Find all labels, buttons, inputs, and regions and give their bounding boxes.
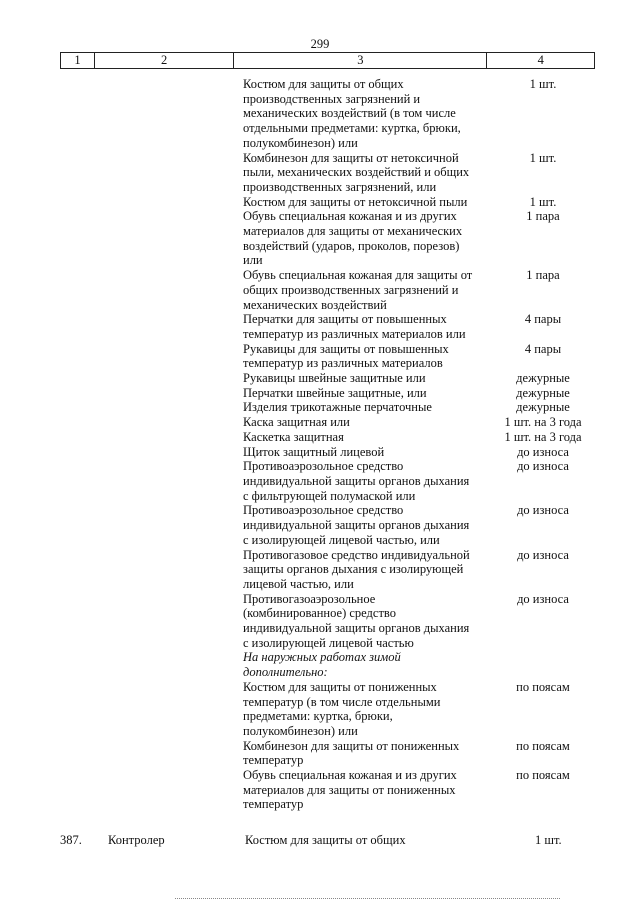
equipment-norm: дежурные	[516, 371, 570, 386]
equipment-norm: дежурные	[516, 400, 570, 415]
row-number: 387.	[60, 833, 82, 847]
table-row	[0, 386, 640, 401]
header-col-4: 4	[486, 53, 595, 68]
table-row	[0, 768, 640, 812]
equipment-norm: 1 пара	[526, 209, 560, 224]
equipment-norm: до износа	[517, 547, 569, 562]
equipment-item: Каска защитная или	[243, 415, 350, 430]
table-row	[0, 415, 640, 430]
equipment-item: Обувь специальная кожаная и из других материалов для защиты от механических воздействий (ударов, проколов, порезов) или	[243, 209, 463, 268]
equipment-norm: 1 пара	[526, 268, 560, 283]
equipment-norm: 4 пары	[524, 312, 562, 327]
equipment-item: Каскетка защитная	[243, 429, 344, 444]
equipment-norm: 1 шт.	[529, 150, 557, 165]
equipment-norm: по поясам	[516, 738, 570, 753]
header-col-3: 3	[233, 53, 486, 68]
equipment-item: Обувь специальная кожаная для защиты от общих производственных загрязнений и механических воздействий	[243, 268, 473, 312]
equipment-norm: дежурные	[516, 385, 570, 400]
table-row	[0, 430, 640, 445]
table-row	[0, 342, 640, 371]
equipment-item: Комбинезон для защиты от нетоксичной пыли, механических воздействий и общих производственных загрязнений, или	[243, 150, 470, 194]
table-row	[0, 268, 640, 312]
equipment-norm: до износа	[517, 503, 569, 518]
page-number: 299	[310, 37, 330, 51]
table-row	[0, 503, 640, 547]
equipment-norm: 1 шт. на 3 года	[504, 415, 582, 430]
equipment-norm: 4 пары	[524, 341, 562, 356]
equipment-item: Рукавицы для защиты от повышенных температур из различных материалов	[243, 341, 449, 371]
equipment-item: Перчатки швейные защитные, или	[243, 385, 427, 400]
table-row	[0, 371, 640, 386]
footer-divider	[175, 898, 560, 899]
equipment-item: Изделия трикотажные перчаточные	[243, 400, 432, 415]
table-row	[0, 151, 640, 195]
header-col-1: 1	[60, 53, 94, 68]
profession-name: Контролер	[108, 833, 165, 847]
equipment-norm: до износа	[517, 591, 569, 606]
table-row	[0, 77, 640, 151]
table-row	[0, 739, 640, 768]
equipment-item: Костюм для защиты от нетоксичной пыли	[243, 194, 468, 209]
equipment-norm: по поясам	[516, 768, 570, 783]
equipment-norm: 1 шт.	[529, 194, 557, 209]
equipment-item: Перчатки для защиты от повышенных температур из различных материалов или	[243, 312, 466, 341]
equipment-item: Костюм для защиты от пониженных температур (в том числе отдельными предметами: куртка, брюки, полукомбинезон) или	[243, 679, 441, 738]
equipment-norm: до износа	[517, 444, 569, 459]
equipment-norm: 1 шт.	[529, 77, 557, 91]
equipment-norm: 1 шт. на 3 года	[504, 429, 582, 444]
header-col-2: 2	[94, 53, 233, 68]
equipment-item: Костюм для защиты от общих	[245, 833, 406, 847]
equipment-item: Противоаэрозольное средство индивидуальной защиты органов дыхания с изолирующей лицевой частью, или	[243, 503, 470, 547]
equipment-list	[0, 77, 640, 812]
table-row	[0, 548, 640, 592]
equipment-item: Противогазовое средство индивидуальной защиты органов дыхания с изолирующей лицевой частью, или	[243, 547, 470, 591]
equipment-item: Обувь специальная кожаная и из других материалов для защиты от пониженных температур	[243, 768, 457, 812]
section-note: На наружных работах зимой дополнительно:	[243, 650, 401, 680]
equipment-norm: до износа	[517, 459, 569, 474]
table-row	[0, 459, 640, 503]
table-row	[0, 195, 640, 210]
equipment-norm: 1 шт.	[535, 833, 562, 847]
equipment-item: Комбинезон для защиты от пониженных температур	[243, 738, 460, 768]
equipment-item: Противоаэрозольное средство индивидуальной защиты органов дыхания с фильтрующей полумаской или	[243, 459, 470, 503]
equipment-item: Рукавицы швейные защитные или	[243, 371, 426, 386]
table-row	[0, 650, 640, 679]
table-row	[0, 400, 640, 415]
table-row	[0, 209, 640, 268]
table-row	[0, 680, 640, 739]
equipment-item: Костюм для защиты от общих производственных загрязнений и механических воздействий (в том числе отдельными предметами: куртка, брюки, полукомбинезон) или	[243, 77, 461, 150]
table-row	[0, 312, 640, 341]
table-row	[0, 592, 640, 651]
equipment-item: Щиток защитный лицевой	[243, 444, 385, 459]
table-header	[60, 52, 595, 69]
equipment-norm: по поясам	[516, 679, 570, 694]
table-row	[0, 445, 640, 460]
equipment-item: Противогазоаэрозольное (комбинированное) средство индивидуальной защиты органов дыхания с изолирующей лицевой частью	[243, 591, 470, 650]
